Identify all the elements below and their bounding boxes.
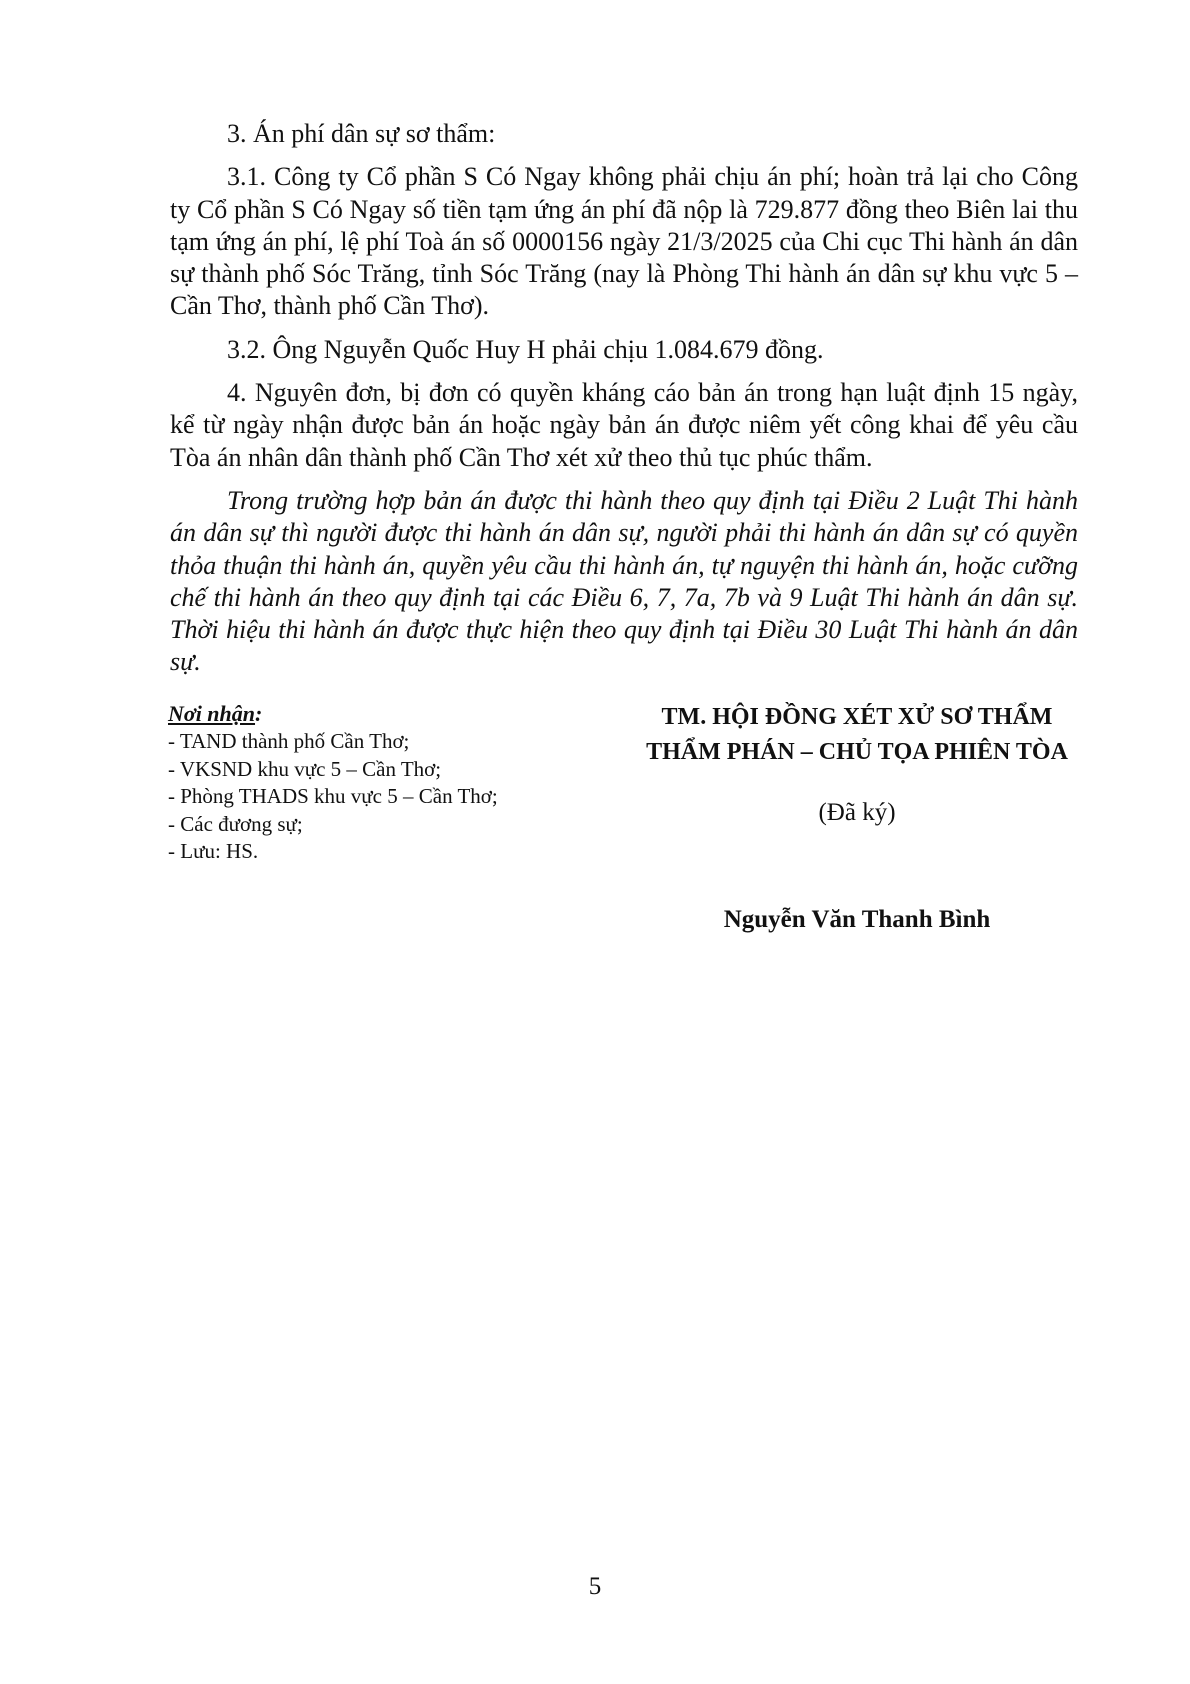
signer-name: Nguyễn Văn Thanh Bình: [723, 906, 991, 933]
judgment-body: [170, 118, 1078, 690]
recipient-item: - Phòng THADS khu vực 5 – Cần Thơ;: [168, 784, 498, 809]
section-3-heading: 3. Án phí dân sự sơ thẩm:: [227, 119, 496, 148]
recipients-heading: [168, 700, 588, 728]
signed-note: (Đã ký): [818, 799, 896, 826]
section-4-paragraph: 4. Nguyên đơn, bị đơn có quyền kháng cáo bản án trong hạn luật định 15 ngày, kể từ ngày nhận được bản án hoặc ngày bản án được niêm yết công khai để yêu cầu Tòa án nhân dân thành phố Cần Thơ xét xử theo thủ tục phúc thẩm.: [170, 378, 1078, 472]
page-number: 5: [588, 1573, 602, 1600]
judge-title: THẨM PHÁN – CHỦ TỌA PHIÊN TÒA: [646, 739, 1068, 765]
recipient-item: - Lưu: HS.: [168, 839, 259, 864]
section-3-2-paragraph: 3.2. Ông Nguyễn Quốc Huy H phải chịu 1.084.679 đồng.: [227, 334, 824, 364]
recipients-heading-colon: :: [255, 701, 263, 726]
recipient-item: - VKSND khu vực 5 – Cần Thơ;: [168, 756, 442, 781]
recipient-item: - Các đương sự;: [168, 811, 303, 836]
recipients-list: [168, 728, 588, 866]
recipient-item: - TAND thành phố Cần Thơ;: [168, 729, 410, 753]
recipients-heading-label: Nơi nhận: [168, 701, 256, 726]
recipients-block: [168, 700, 588, 866]
enforcement-note-paragraph: Trong trường hợp bản án được thi hành theo quy định tại Điều 2 Luật Thi hành án dân sự thì người được thi hành án dân sự, người phải thi hành án dân sự có quyền thỏa thuận thi hành án, quyền yêu cầu thi hành án, tự nguyện thi hành án, hoặc cưỡng chế thi hành án theo quy định tại các Điều 6, 7, 7a, 7b và 9 Luật Thi hành án dân sự. Thời hiệu thi hành án được thực hiện theo quy định tại Điều 30 Luật Thi hành án dân sự.: [170, 485, 1078, 677]
section-3-1-paragraph: 3.1. Công ty Cổ phần S Có Ngay không phải chịu án phí; hoàn trả lại cho Công ty Cổ phần S Có Ngay số tiền tạm ứng án phí đã nộp là 729.877 đồng theo Biên lai thu tạm ứng án phí, lệ phí Toà án số 0000156 ngày 21/3/2025 của Chi cục Thi hành án dân sự thành phố Sóc Trăng, tỉnh Sóc Trăng (nay là Phòng Thi hành án dân sự khu vực 5 – Cần Thơ, thành phố Cần Thơ).: [170, 162, 1078, 321]
panel-title: TM. HỘI ĐỒNG XÉT XỬ SƠ THẨM: [661, 704, 1053, 730]
signature-block: [612, 700, 1102, 828]
